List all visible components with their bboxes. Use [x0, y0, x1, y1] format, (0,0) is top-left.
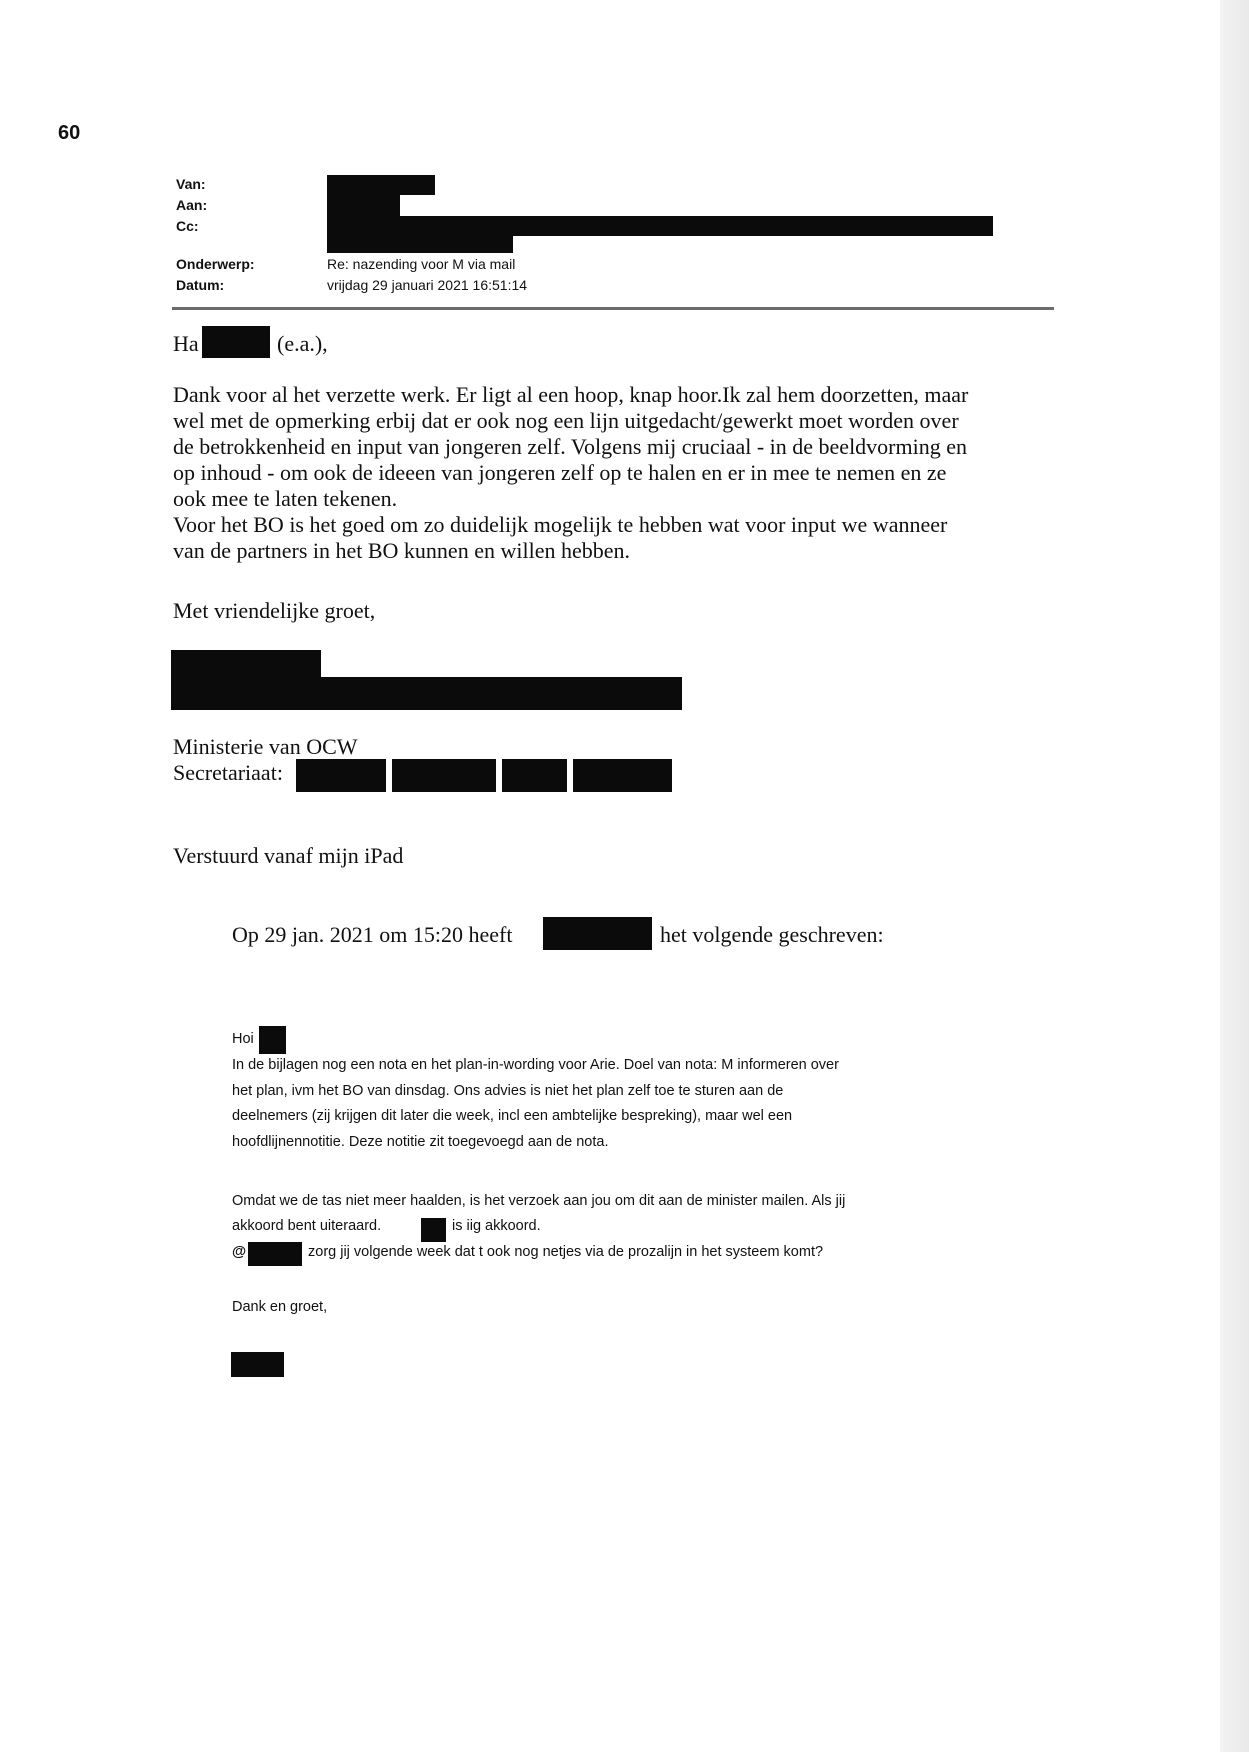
datum-label: Datum: — [176, 277, 225, 293]
sent-from: Verstuurd vanaf mijn iPad — [173, 843, 404, 868]
page-number: 60 — [58, 122, 81, 144]
reply-line: op inhoud - om ook de ideeen van jongeren zelf op te halen en er in mee te nemen en ze — [173, 460, 947, 485]
org-name: Ministerie van OCW — [173, 734, 358, 759]
secretariaat-label: Secretariaat: — [173, 760, 283, 785]
quoted-para-1 — [232, 1053, 1032, 1155]
aan-label: Aan: — [176, 197, 208, 213]
reply-line: Voor het BO is het goed om zo duidelijk mogelijk te hebben wat voor input we wanneer — [173, 512, 948, 537]
redacted-quoted-greeting-name — [259, 1026, 286, 1054]
redacted-cc — [327, 216, 993, 236]
datum-value: vrijdag 29 januari 2021 16:51:14 — [327, 277, 528, 293]
reply-body — [173, 382, 1073, 564]
quoted-line: het plan, ivm het BO van dinsdag. Ons advies is niet het plan zelf toe te sturen aan de — [232, 1082, 784, 1099]
reply-closing: Met vriendelijke groet, — [173, 598, 376, 623]
page-edge — [1220, 0, 1249, 1752]
quoted-para2-line3-suffix: zorg jij volgende week dat t ook nog netjes via de prozalijn in het systeem komt? — [308, 1244, 824, 1260]
onderwerp-label: Onderwerp: — [176, 256, 255, 272]
redacted-quote-sender — [543, 917, 652, 950]
cc-label: Cc: — [176, 218, 199, 234]
quoted-at-sign: @ — [232, 1244, 247, 1260]
greeting-suffix: (e.a.), — [277, 331, 328, 356]
reply-line: ook mee te laten tekenen. — [173, 486, 398, 511]
redacted-van — [327, 175, 435, 195]
quote-intro-suffix: het volgende geschreven: — [660, 922, 884, 947]
redacted-phone-3 — [502, 759, 567, 792]
van-label: Van: — [176, 176, 206, 192]
quote-intro-prefix: Op 29 jan. 2021 om 15:20 heeft — [232, 922, 513, 947]
quoted-para2-line2-prefix: akkoord bent uiteraard. — [232, 1218, 382, 1234]
quoted-para2-line1: Omdat we de tas niet meer haalden, is het verzoek aan jou om dit aan de minister mailen. Als jij — [232, 1193, 846, 1209]
redacted-phone-4 — [573, 759, 672, 792]
quoted-greeting: Hoi — [232, 1031, 254, 1047]
redacted-cc-2 — [327, 234, 513, 253]
redacted-signature-name — [171, 650, 321, 680]
quoted-line: hoofdlijnennotitie. Deze notitie zit toegevoegd aan de nota. — [232, 1133, 609, 1150]
redacted-phone-2 — [392, 759, 496, 792]
redacted-signature-title — [171, 677, 682, 710]
quoted-line: deelnemers (zij krijgen dit later die week, incl een ambtelijke bespreking), maar wel een — [232, 1108, 793, 1124]
greeting-prefix: Ha — [173, 331, 199, 356]
reply-line: wel met de opmerking erbij dat er ook nog een lijn uitgedacht/gewerkt moet worden over — [173, 408, 959, 433]
quoted-para2-line2-suffix: is iig akkoord. — [452, 1218, 541, 1234]
redacted-quoted-signature — [231, 1352, 284, 1377]
redacted-aan — [327, 194, 400, 216]
redacted-greeting-name — [202, 326, 270, 358]
reply-line: de betrokkenheid en input van jongeren zelf. Volgens mij cruciaal - in de beeldvorming en — [173, 434, 967, 459]
header-divider — [172, 307, 1054, 310]
reply-line: Dank voor al het verzette werk. Er ligt al een hoop, knap hoor.Ik zal hem doorzetten, maar — [173, 382, 969, 407]
quoted-closing: Dank en groet, — [232, 1299, 328, 1315]
onderwerp-value: Re: nazending voor M via mail — [327, 256, 516, 272]
quoted-line: In de bijlagen nog een nota en het plan-in-wording voor Arie. Doel van nota: M informeren over — [232, 1057, 839, 1073]
redacted-quoted-name-2 — [248, 1242, 302, 1266]
reply-line: van de partners in het BO kunnen en willen hebben. — [173, 538, 630, 563]
redacted-phone-1 — [296, 759, 386, 792]
redacted-quoted-name-1 — [421, 1218, 446, 1242]
